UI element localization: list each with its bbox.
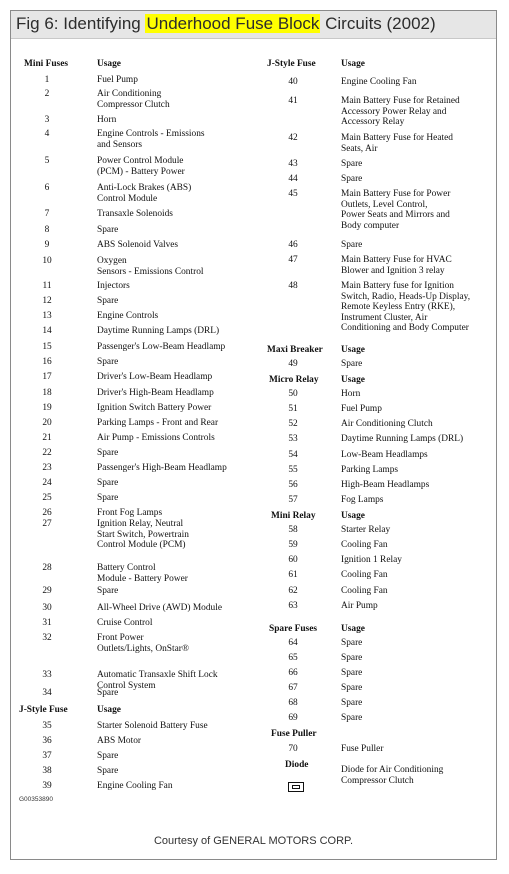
fuse-usage: Spare — [97, 448, 119, 458]
spare-fuses-header: Spare Fuses — [269, 624, 318, 634]
fuse-number: 51 — [288, 404, 298, 414]
fuse-usage: ABS Solenoid Valves — [97, 240, 179, 250]
fuse-usage: Starter Relay — [341, 525, 391, 535]
fuse-usage: Oxygen Sensors - Emissions Control — [97, 256, 204, 277]
fuse-number: 67 — [288, 683, 298, 693]
fuse-usage: Battery Control Module - Battery Power — [97, 563, 188, 584]
fuse-usage: Engine Controls - Emissions and Sensors — [97, 129, 205, 150]
mini-relay-header: Mini Relay — [271, 511, 316, 521]
courtesy-note: Courtesy of GENERAL MOTORS CORP. — [153, 835, 354, 847]
fuse-number: 45 — [288, 189, 298, 199]
fuse-number: 63 — [288, 601, 298, 611]
fuse-usage: Low-Beam Headlamps — [341, 450, 428, 460]
fuse-number: 12 — [42, 296, 52, 306]
fuse-number: 64 — [288, 638, 298, 648]
fuse-usage: Spare — [97, 586, 119, 596]
fuse-usage: Fuse Puller — [341, 744, 384, 754]
fuse-number: 54 — [288, 450, 298, 460]
fuse-number: 7 — [44, 209, 50, 219]
fuse-number: 17 — [42, 372, 52, 382]
fuse-number: 22 — [42, 448, 52, 458]
fuse-usage: Transaxle Solenoids — [97, 209, 173, 219]
fuse-number: 19 — [42, 403, 52, 413]
fuse-number: 43 — [288, 159, 298, 169]
mini-fuses-header: Mini Fuses — [24, 59, 69, 69]
fuse-usage: Injectors — [97, 281, 130, 291]
fuse-number: 9 — [44, 240, 50, 250]
jstyle-right-usage-header: Usage — [341, 59, 365, 69]
fuse-number: 27 — [42, 519, 52, 529]
fuse-usage: Spare — [341, 683, 363, 693]
fuse-number: 49 — [288, 359, 298, 369]
fuse-number: 57 — [288, 495, 298, 505]
fuse-usage: Spare — [97, 766, 119, 776]
fuse-usage: Spare — [97, 688, 119, 698]
fuse-number: 35 — [42, 721, 52, 731]
fuse-usage: Engine Cooling Fan — [97, 781, 173, 791]
fuse-usage: Spare — [97, 296, 119, 306]
mini-fuses-usage-header: Usage — [97, 59, 121, 69]
fuse-usage: Cooling Fan — [341, 540, 388, 550]
fuse-usage: Main Battery Fuse for Retained Accessory Power Relay and Accessory Relay — [341, 96, 460, 128]
fuse-usage: Spare — [341, 638, 363, 648]
fuse-number: 30 — [42, 603, 52, 613]
fuse-number: 38 — [42, 766, 52, 776]
micro-relay-header: Micro Relay — [269, 375, 319, 385]
fuse-number: 11 — [42, 281, 52, 291]
fuse-number: 39 — [42, 781, 52, 791]
diode-usage: Diode for Air Conditioning Compressor Clutch — [341, 765, 444, 786]
fuse-usage: Air Conditioning Compressor Clutch — [97, 89, 170, 110]
fuse-usage: Fuel Pump — [97, 75, 138, 85]
fuse-usage: Air Conditioning Clutch — [341, 419, 433, 429]
fuse-usage: Spare — [341, 698, 363, 708]
jstyle-right-header: J-Style Fuse — [267, 59, 316, 69]
fuse-number: 24 — [42, 478, 52, 488]
fuse-usage: Spare — [341, 668, 363, 678]
fuse-number: 16 — [42, 357, 52, 367]
fuse-number: 5 — [44, 156, 50, 166]
fuse-number: 40 — [288, 77, 298, 87]
fuse-number: 25 — [42, 493, 52, 503]
fuse-usage: Starter Solenoid Battery Fuse — [97, 721, 208, 731]
fuse-number: 29 — [42, 586, 52, 596]
fuse-number: 23 — [42, 463, 52, 473]
fuse-usage: Passenger's High-Beam Headlamp — [97, 463, 227, 473]
fuse-number: 41 — [288, 96, 298, 106]
fuse-number: 6 — [44, 183, 50, 193]
fuse-number: 3 — [44, 115, 50, 125]
fuse-usage: Fuel Pump — [341, 404, 382, 414]
right-column — [11, 11, 498, 811]
fuse-usage: Parking Lamps - Front and Rear — [97, 418, 219, 428]
figure-frame — [10, 10, 497, 860]
fuse-usage: Ignition Switch Battery Power — [97, 403, 212, 413]
fuse-usage: Spare — [97, 751, 119, 761]
fuse-usage: Anti-Lock Brakes (ABS) Control Module — [97, 183, 192, 204]
fuse-number: 55 — [288, 465, 298, 475]
fuse-usage: Parking Lamps — [341, 465, 399, 475]
fuse-usage: Spare — [97, 225, 119, 235]
title-prefix: Fig 6: Identifying — [16, 14, 146, 33]
fuse-number: 14 — [42, 326, 52, 336]
diode-header: Diode — [285, 760, 309, 770]
fuse-number: 33 — [42, 670, 52, 680]
fuse-number: 52 — [288, 419, 298, 429]
fuse-usage: Spare — [97, 478, 119, 488]
fuse-number: 58 — [288, 525, 298, 535]
fuse-usage: Engine Controls — [97, 311, 159, 321]
diode-inner-icon — [292, 785, 300, 789]
fuse-number: 46 — [288, 240, 298, 250]
fuse-usage: High-Beam Headlamps — [341, 480, 430, 490]
fuse-number: 10 — [42, 256, 52, 266]
fuse-number: 2 — [44, 89, 50, 99]
fuse-usage: Daytime Running Lamps (DRL) — [341, 434, 464, 444]
fuse-usage: Spare — [341, 713, 363, 723]
fuse-usage: Cooling Fan — [341, 586, 388, 596]
fuse-number: 48 — [288, 281, 298, 291]
title-suffix: Circuits (2002) — [320, 14, 436, 33]
fuse-usage: Air Pump - Emissions Controls — [97, 433, 215, 443]
fuse-number: 36 — [42, 736, 52, 746]
fuse-number: 69 — [288, 713, 298, 723]
fuse-number: 56 — [288, 480, 298, 490]
fuse-usage: Spare — [341, 359, 363, 369]
fuse-usage: Horn — [341, 389, 361, 399]
fuse-usage: Spare — [341, 240, 363, 250]
jstyle-left-usage-header: Usage — [97, 705, 121, 715]
fuse-number: 8 — [44, 225, 50, 235]
fuse-number: 60 — [288, 555, 298, 565]
fuse-usage: Spare — [341, 159, 363, 169]
fuse-number: 50 — [288, 389, 298, 399]
fuse-usage: Automatic Transaxle Shift Lock Control System — [97, 670, 218, 691]
fuse-usage: Power Control Module (PCM) - Battery Power — [97, 156, 185, 177]
fuse-usage: Daytime Running Lamps (DRL) — [97, 326, 220, 336]
fuse-number: 26 — [42, 508, 52, 518]
fuse-usage: Cooling Fan — [341, 570, 388, 580]
figure-code: G00353890 — [19, 796, 53, 803]
fuse-number: 61 — [288, 570, 298, 580]
fuse-usage: Fog Lamps — [341, 495, 384, 505]
fuse-usage: Main Battery fuse for Ignition Switch, Radio, Heads-Up Display, Remote Keyless Entry (RKE), Instrument Cluster, Air Conditioning and Body Computer — [341, 281, 471, 334]
fuse-usage: Spare — [97, 493, 119, 503]
fuse-number: 59 — [288, 540, 298, 550]
fuse-usage: Main Battery Fuse for Power Outlets, Level Control, Power Seats and Mirrors and Body computer — [341, 189, 451, 231]
micro-usage-header: Usage — [341, 375, 365, 385]
fuse-usage: Ignition Relay, Neutral Start Switch, Powertrain Control Module (PCM) — [97, 519, 189, 551]
fuse-usage: ABS Motor — [97, 736, 142, 746]
fuse-number: 70 — [288, 744, 298, 754]
fuse-number: 18 — [42, 388, 52, 398]
fuse-usage: Passenger's Low-Beam Headlamp — [97, 342, 226, 352]
fuse-usage: Front Power Outlets/Lights, OnStar® — [97, 633, 190, 654]
fuse-usage: Spare — [97, 357, 119, 367]
fuse-number: 21 — [42, 433, 52, 443]
fuse-number: 4 — [44, 129, 50, 139]
fuse-number: 37 — [42, 751, 52, 761]
maxi-usage-header: Usage — [341, 345, 365, 355]
fuse-number: 1 — [44, 75, 50, 85]
fuse-number: 20 — [42, 418, 52, 428]
fuse-usage: Engine Cooling Fan — [341, 77, 417, 87]
fuse-usage: Main Battery Fuse for Heated Seats, Air — [341, 133, 453, 154]
fuse-number: 34 — [42, 688, 52, 698]
fuse-usage: Front Fog Lamps — [97, 508, 163, 518]
fuse-number: 13 — [42, 311, 52, 321]
fuse-number: 42 — [288, 133, 298, 143]
fuse-usage: Driver's High-Beam Headlamp — [97, 388, 214, 398]
title-highlight: Underhood Fuse Block — [146, 14, 320, 33]
fuse-usage: Spare — [341, 174, 363, 184]
maxi-breaker-header: Maxi Breaker — [267, 345, 323, 355]
fuse-usage: Main Battery Fuse for HVAC Blower and Ignition 3 relay — [341, 255, 452, 276]
fuse-number: 28 — [42, 563, 52, 573]
fuse-number: 15 — [42, 342, 52, 352]
fuse-number: 65 — [288, 653, 298, 663]
fuse-number: 62 — [288, 586, 298, 596]
fuse-number: 66 — [288, 668, 298, 678]
jstyle-left-header: J-Style Fuse — [19, 705, 68, 715]
fuse-usage: Cruise Control — [97, 618, 153, 628]
diode-icon — [288, 782, 304, 792]
mini-relay-usage-header: Usage — [341, 511, 365, 521]
fuse-usage: Spare — [341, 653, 363, 663]
fuse-number: 32 — [42, 633, 52, 643]
fuse-usage: Ignition 1 Relay — [341, 555, 402, 565]
fuse-usage: Air Pump — [341, 601, 378, 611]
fuse-usage: Driver's Low-Beam Headlamp — [97, 372, 213, 382]
fuse-puller-header: Fuse Puller — [271, 729, 317, 739]
fuse-number: 53 — [288, 434, 298, 444]
fuse-usage: All-Wheel Drive (AWD) Module — [97, 603, 222, 613]
fuse-number: 47 — [288, 255, 298, 265]
fuse-number: 44 — [288, 174, 298, 184]
fuse-usage: Horn — [97, 115, 117, 125]
spare-usage-header: Usage — [341, 624, 365, 634]
fuse-number: 31 — [42, 618, 52, 628]
fuse-number: 68 — [288, 698, 298, 708]
